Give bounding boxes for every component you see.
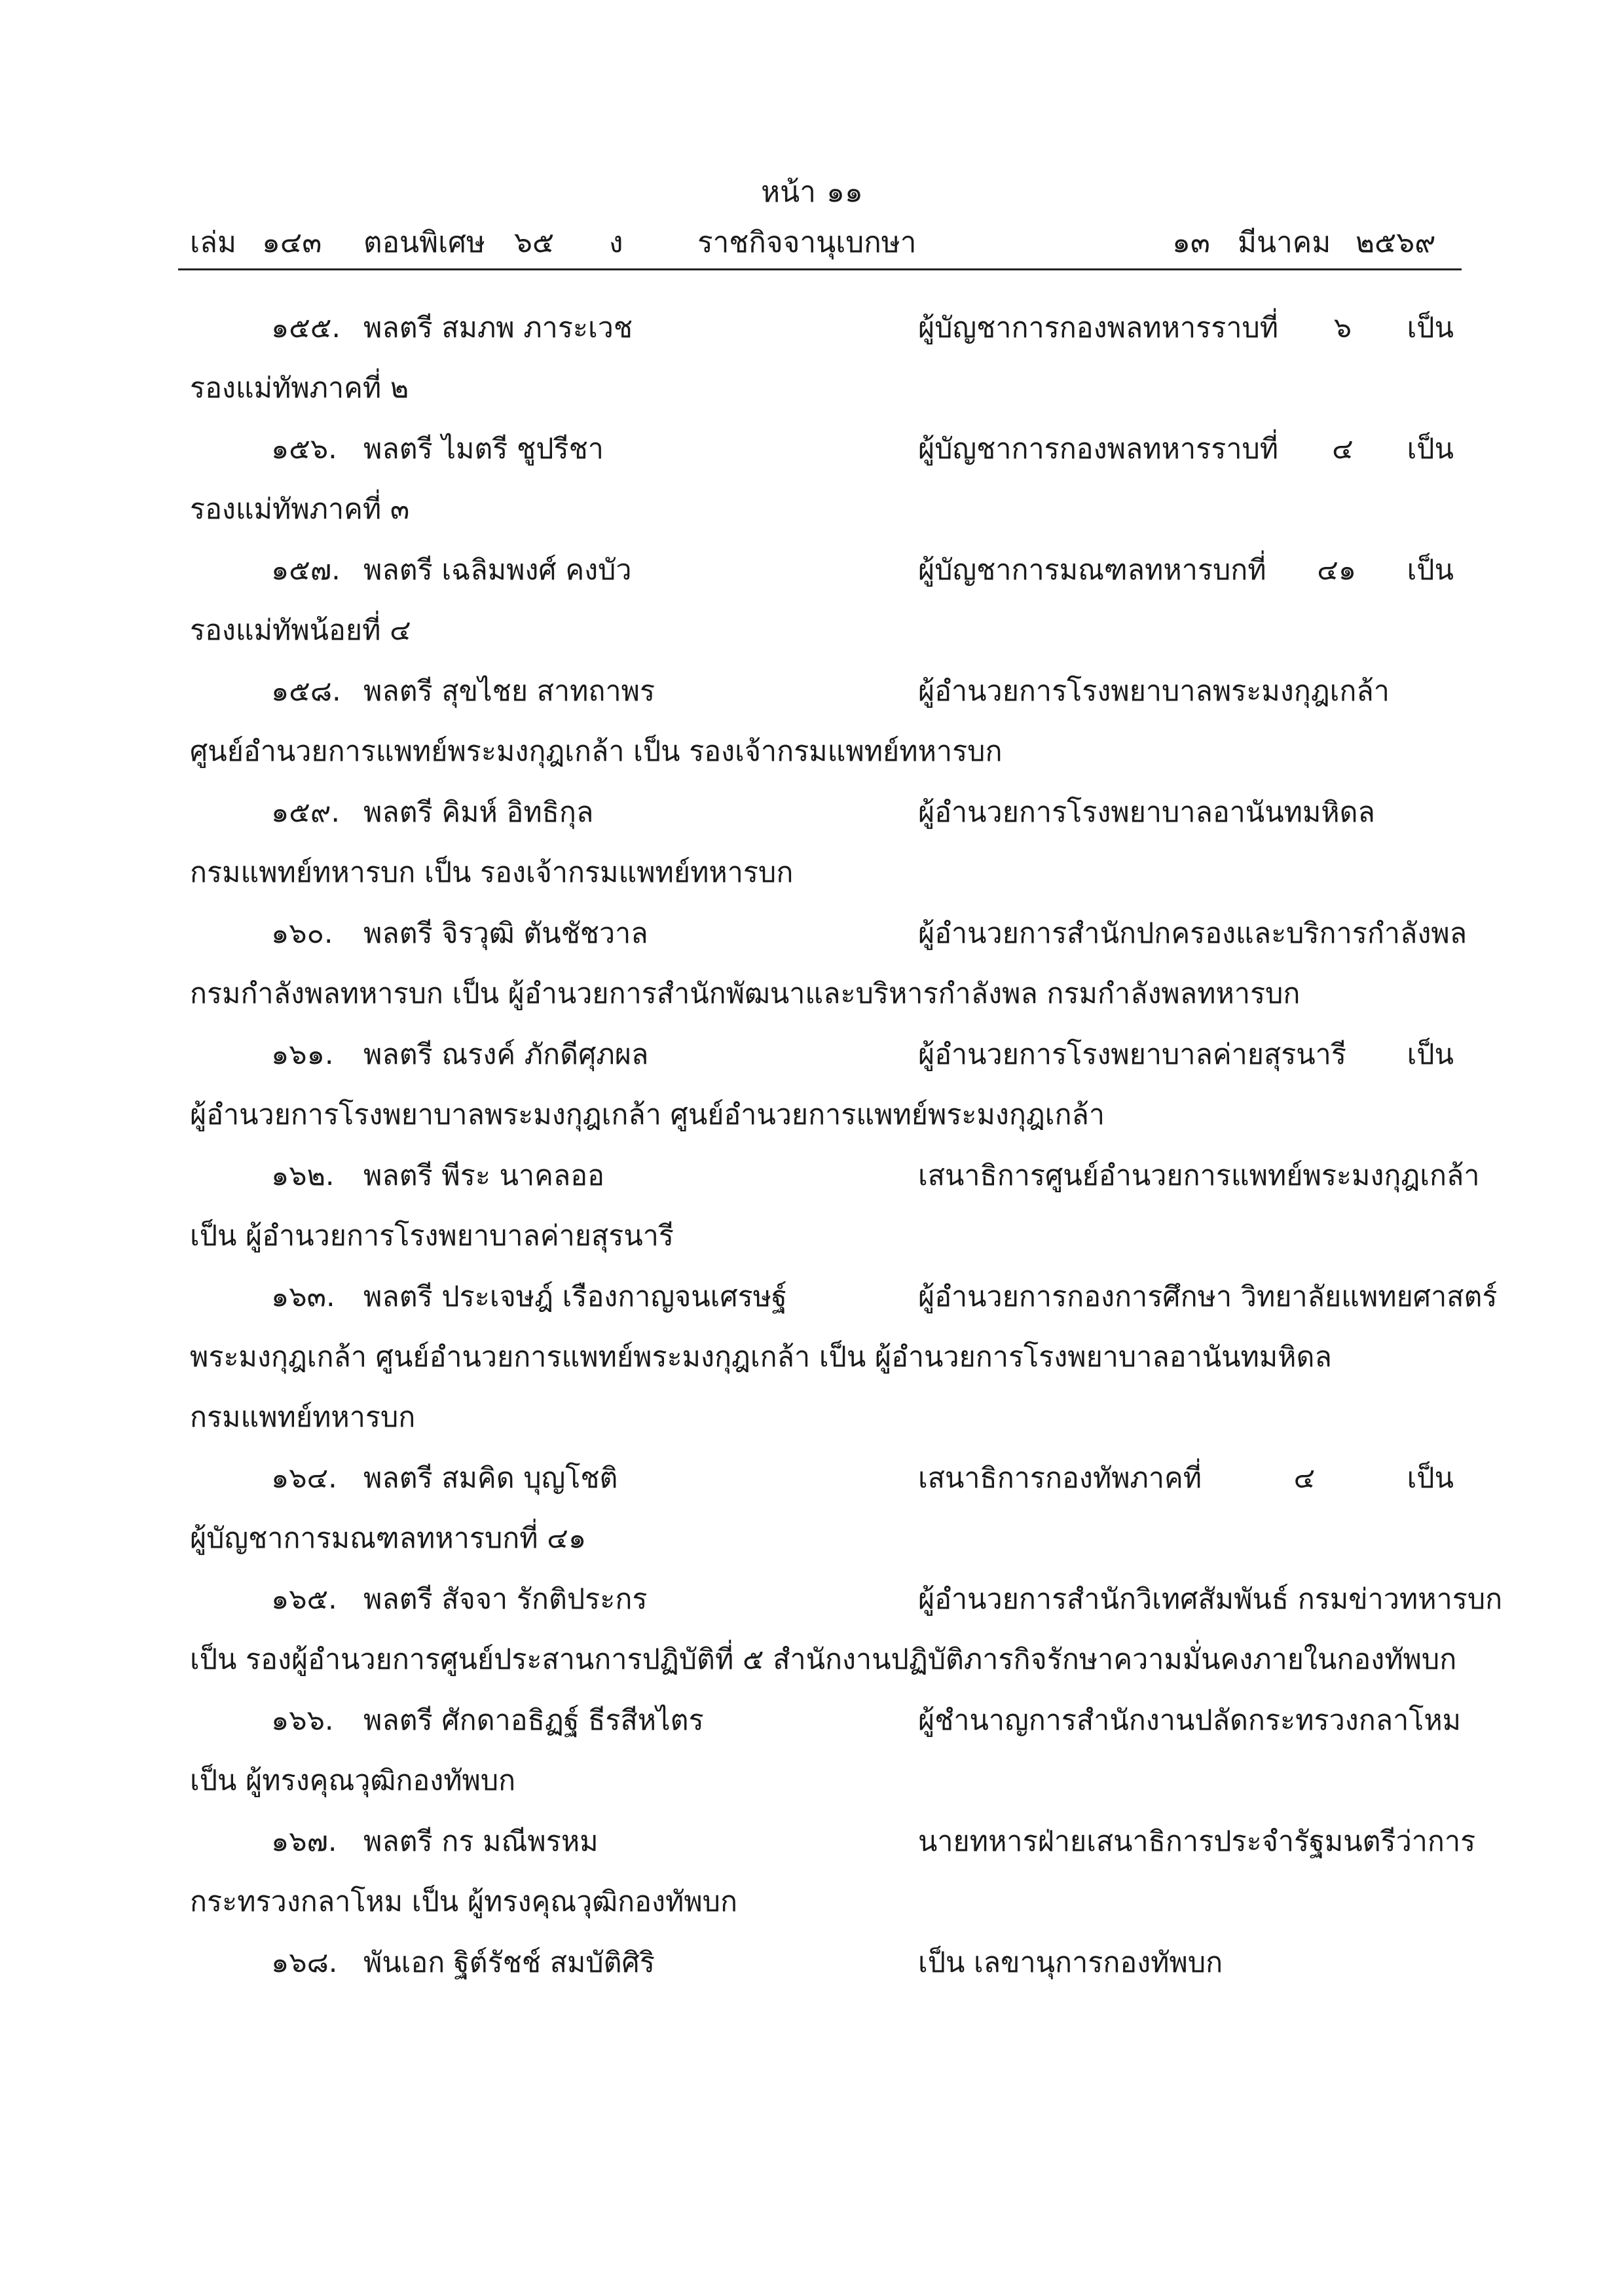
officer-name: พลตรี พีระ นาคลออ — [363, 1159, 604, 1192]
entry-number: ๑๖๐. — [271, 917, 333, 950]
entry-number: ๑๖๑. — [271, 1038, 334, 1071]
entry-continuation-line — [190, 843, 1454, 903]
entry-first-line — [190, 1690, 1462, 1751]
publication-title: ราชกิจจานุเบกษา — [697, 226, 917, 259]
current-position: ผู้ชำนาญการสำนักงานปลัดกระทรวงกลาโหม — [918, 1704, 1462, 1737]
page-label: หน้า — [761, 175, 816, 209]
entry-first-line — [190, 1025, 1454, 1085]
entry-continuation-line — [190, 600, 1454, 661]
entry-first-line — [190, 540, 1454, 600]
issue-number: ๖๕ — [514, 226, 555, 259]
current-position: ผู้อำนวยการโรงพยาบาลพระมงกุฎเกล้า — [918, 675, 1390, 708]
officer-name: พลตรี สุขไชย สาทถาพร — [363, 675, 655, 708]
entry-continuation-line — [190, 1508, 1454, 1569]
appointment-entry — [190, 1448, 1454, 1569]
new-position-text: เป็น ผู้ทรงคุณวุฒิกองทัพบก — [190, 1764, 516, 1797]
officer-name: พลตรี คิมห์ อิทธิกุล — [363, 796, 594, 829]
new-position-text: เป็น รองผู้อำนวยการศูนย์ประสานการปฏิบัติที่ ๕ สำนักงานปฏิบัติภารกิจรักษาความมั่นคงภายในกองทัพบก — [190, 1643, 1457, 1676]
officer-name: พลตรี ณรงค์ ภักดีศุภผล — [363, 1038, 649, 1071]
entry-number: ๑๕๙. — [271, 796, 341, 829]
date-month: มีนาคม — [1238, 226, 1331, 259]
appointment-entry — [190, 1569, 1503, 1690]
entry-number: ๑๖๕. — [271, 1583, 337, 1616]
entry-number: ๑๕๘. — [271, 675, 341, 708]
officer-name: พลตรี สมคิด บุญโชติ — [363, 1462, 618, 1495]
entry-number: ๑๕๗. — [271, 554, 341, 587]
new-position-text: กรมแพทย์ทหารบก เป็น รองเจ้ากรมแพทย์ทหารบก — [190, 856, 794, 889]
entry-number: ๑๖๗. — [271, 1825, 337, 1858]
entry-continuation-line — [190, 479, 1454, 539]
current-position: เสนาธิการกองทัพภาคที่ ๔ เป็น — [918, 1462, 1454, 1495]
entry-continuation-line — [190, 358, 1454, 418]
current-position: ผู้บัญชาการกองพลทหารราบที่ ๔ เป็น — [918, 433, 1454, 465]
date-day: ๑๓ — [1172, 226, 1211, 259]
appointment-entry — [190, 1146, 1480, 1266]
officer-name: พลตรี จิรวุฒิ ตันชัชวาล — [363, 917, 648, 950]
entry-first-line — [190, 782, 1454, 843]
appointment-entry — [190, 782, 1454, 903]
entry-first-line — [190, 1267, 1498, 1327]
entry-continuation-line — [190, 1872, 1454, 1932]
new-position-text: รองแม่ทัพน้อยที่ ๔ — [190, 614, 411, 647]
new-position-text: ผู้บัญชาการมณฑลทหารบกที่ ๔๑ — [190, 1522, 587, 1555]
entry-first-line — [190, 661, 1454, 721]
new-position-text: ผู้อำนวยการโรงพยาบาลพระมงกุฎเกล้า ศูนย์อำนวยการแพทย์พระมงกุฎเกล้า — [190, 1099, 1105, 1131]
appointment-entry — [190, 661, 1454, 782]
current-position: ผู้อำนวยการกองการศึกษา วิทยาลัยแพทยศาสตร์ — [918, 1281, 1498, 1313]
entry-number: ๑๖๖. — [271, 1704, 334, 1737]
appointment-entry — [190, 903, 1467, 1024]
current-position: ผู้อำนวยการสำนักปกครองและบริการกำลังพล — [918, 917, 1467, 950]
header-rule — [178, 268, 1462, 270]
entry-first-line — [190, 1448, 1454, 1508]
new-position-text: กรมแพทย์ทหารบก — [190, 1401, 416, 1434]
appointment-entry — [190, 1025, 1454, 1145]
page-number: ๑๑ — [826, 175, 863, 209]
entry-continuation-line — [190, 1327, 1454, 1387]
new-position-text: กระทรวงกลาโหม เป็น ผู้ทรงคุณวุฒิกองทัพบก — [190, 1886, 738, 1918]
appointment-entry — [190, 419, 1454, 539]
issue-type: ง — [609, 226, 623, 259]
officer-name: พลตรี ศักดาอธิฏฐ์ ธีรสีหไตร — [363, 1704, 704, 1737]
new-position-text: กรมกำลังพลทหารบก เป็น ผู้อำนวยการสำนักพัฒนาและบริหารกำลังพล กรมกำลังพลทหารบก — [190, 977, 1301, 1010]
officer-name: พันเอก ฐิต์รัชช์ สมบัติศิริ — [363, 1946, 655, 1979]
entry-number: ๑๖๓. — [271, 1281, 335, 1313]
current-position: ผู้อำนวยการสำนักวิเทศสัมพันธ์ กรมข่าวทหารบก — [918, 1583, 1503, 1616]
appointment-entry — [190, 298, 1454, 418]
officer-name: พลตรี ไมตรี ชูปรีชา — [363, 433, 604, 465]
issue-label: ตอนพิเศษ — [363, 226, 486, 259]
entry-number: ๑๕๖. — [271, 433, 337, 465]
gazette-header — [190, 219, 1454, 259]
new-position-text: พระมงกุฎเกล้า ศูนย์อำนวยการแพทย์พระมงกุฎเกล้า เป็น ผู้อำนวยการโรงพยาบาลอานันทมหิดล — [190, 1341, 1332, 1374]
officer-name: พลตรี เฉลิมพงศ์ คงบัว — [363, 554, 632, 587]
current-position: นายทหารฝ่ายเสนาธิการประจำรัฐมนตรีว่าการ — [918, 1825, 1476, 1858]
officer-name: พลตรี สมภพ ภาระเวช — [363, 312, 633, 344]
current-position: ผู้อำนวยการโรงพยาบาลค่ายสุรนารี เป็น — [918, 1038, 1454, 1071]
current-position: ผู้บัญชาการกองพลทหารราบที่ ๖ เป็น — [918, 312, 1454, 344]
appointment-entry — [190, 1812, 1476, 1932]
entry-continuation-line — [190, 1206, 1454, 1266]
entry-continuation-line — [190, 964, 1454, 1024]
entry-first-line — [190, 1812, 1476, 1872]
appointment-entry — [190, 1690, 1462, 1811]
entry-number: ๑๕๕. — [271, 312, 341, 344]
new-position-text: ศูนย์อำนวยการแพทย์พระมงกุฎเกล้า เป็น รองเจ้ากรมแพทย์ทหารบก — [190, 735, 1003, 768]
new-position-text: เป็น ผู้อำนวยการโรงพยาบาลค่ายสุรนารี — [190, 1220, 674, 1252]
entry-number: ๑๖๒. — [271, 1159, 335, 1192]
entry-first-line — [190, 1146, 1480, 1206]
page-number-line — [0, 169, 1624, 215]
current-position: ผู้อำนวยการโรงพยาบาลอานันทมหิดล — [918, 796, 1375, 829]
officer-name: พลตรี สัจจา รักติประกร — [363, 1583, 648, 1616]
date-year: ๒๕๖๙ — [1356, 226, 1436, 259]
volume-label: เล่ม — [190, 226, 237, 259]
appointment-entry — [190, 540, 1454, 661]
current-position: เป็น เลขานุการกองทัพบก — [918, 1946, 1223, 1979]
current-position: เสนาธิการศูนย์อำนวยการแพทย์พระมงกุฎเกล้า — [918, 1159, 1480, 1192]
entry-continuation-line — [190, 1751, 1454, 1811]
current-position: ผู้บัญชาการมณฑลทหารบกที่ ๔๑ เป็น — [918, 554, 1454, 587]
entry-number: ๑๖๔. — [271, 1462, 337, 1495]
entry-continuation-line — [190, 1085, 1454, 1145]
new-position-text: รองแม่ทัพภาคที่ ๓ — [190, 493, 410, 526]
entry-number: ๑๖๘. — [271, 1946, 338, 1979]
appointment-entry — [190, 1267, 1498, 1448]
entry-continuation-line — [190, 1630, 1457, 1690]
entry-first-line — [190, 1933, 1454, 1993]
volume-number: ๑๔๓ — [262, 226, 322, 259]
officer-name: พลตรี ประเจษฎ์ เรืองกาญจนเศรษฐ์ — [363, 1281, 787, 1313]
appointment-entry — [190, 1933, 1454, 1993]
entry-first-line — [190, 298, 1454, 358]
officer-name: พลตรี กร มณีพรหม — [363, 1825, 599, 1858]
entry-first-line — [190, 903, 1467, 964]
new-position-text: รองแม่ทัพภาคที่ ๒ — [190, 372, 409, 405]
entry-first-line — [190, 1569, 1503, 1630]
entry-continuation-line — [190, 1387, 1454, 1448]
entry-continuation-line — [190, 721, 1454, 782]
entry-first-line — [190, 419, 1454, 479]
